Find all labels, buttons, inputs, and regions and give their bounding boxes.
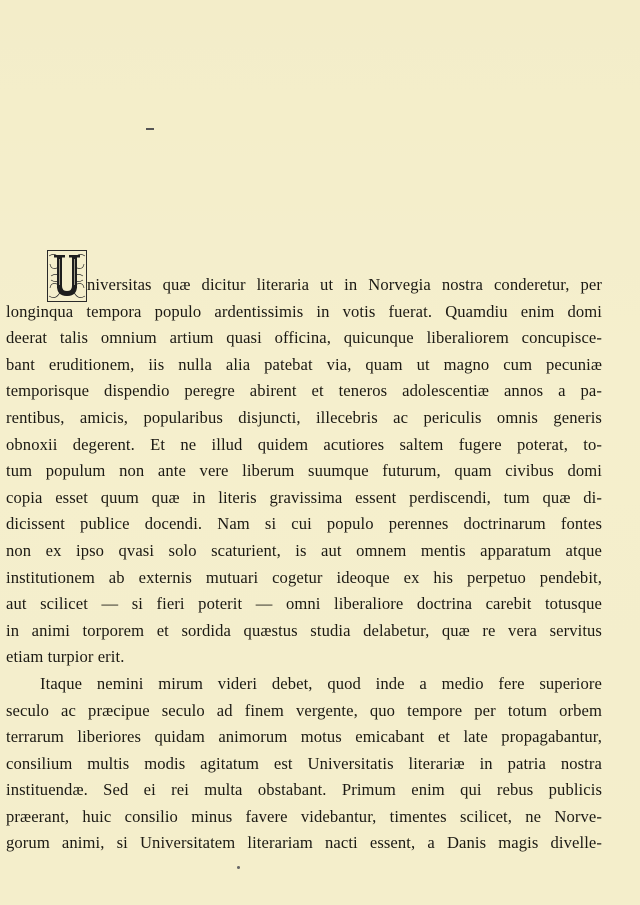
text-line: terrarum liberiores quidam animorum motus emicabant et late propagabantur, bbox=[6, 727, 602, 747]
decorative-dash bbox=[146, 128, 154, 130]
text-line: instituendæ. Sed ei rei multa obstabant. Primum enim qui rebus publicis bbox=[6, 780, 602, 800]
text-line: seculo ac præcipue seculo ad finem vergente, quo tempore per totum orbem bbox=[6, 700, 602, 720]
body-text bbox=[6, 272, 602, 857]
text-line: tum populum non ante vere liberum suumque futurum, quam civibus domi bbox=[6, 461, 602, 481]
text-line: præerant, huic consilio minus favere videbantur, timentes scilicet, ne Norve- bbox=[6, 806, 602, 826]
text-line: longinqua tempora populo ardentissimis in votis fuerat. Quamdiu enim domi bbox=[6, 301, 602, 321]
text-line: aut scilicet — si fieri poterit — omni liberaliore doctrina carebit totusque bbox=[6, 594, 602, 614]
text-line: niversitas quæ dicitur literaria ut in Norvegia nostra conderetur, per bbox=[87, 275, 602, 294]
text-line: temporisque dispendio peregre abirent et teneros adolescentiæ annos a pa- bbox=[6, 381, 602, 401]
page-mark bbox=[237, 866, 240, 869]
text-line: dicissent publice docendi. Nam si cui populo perennes doctrinarum fontes bbox=[6, 514, 602, 534]
text-line: gorum animi, si Universitatem literariam nacti essent, a Danis magis divelle- bbox=[6, 833, 602, 853]
text-line: copia esset quum quæ in literis gravissima essent perdiscendi, tum quæ di- bbox=[6, 487, 602, 507]
text-line: consilium multis modis agitatum est Universitatis literariæ in patria nostra bbox=[6, 753, 602, 773]
text-line: institutionem ab externis mutuari cogetur ideoque ex his perpetuo pendebit, bbox=[6, 567, 602, 587]
text-line: bant eruditionem, iis nulla alia patebat via, quam ut magno cum pecuniæ bbox=[6, 354, 602, 374]
text-line: deerat talis omnium artium quasi officina, quicunque liberaliorem concupisce- bbox=[6, 328, 602, 348]
text-line: rentibus, amicis, popularibus disjuncti, illecebris ac periculis omnis generis bbox=[6, 407, 602, 427]
text-line: in animi torporem et sordida quæstus studia delabetur, quæ re vera servitus bbox=[6, 620, 602, 640]
text-line: etiam turpior erit. bbox=[6, 647, 125, 667]
text-line: obnoxii degerent. Et ne illud quidem acutiores saltem fugere poterat, to- bbox=[6, 434, 602, 454]
text-line: non ex ipso qvasi solo scaturient, is aut omnem mentis apparatum atque bbox=[6, 540, 602, 560]
text-line: Itaque nemini mirum videri debet, quod inde a medio fere superiore bbox=[40, 673, 602, 693]
